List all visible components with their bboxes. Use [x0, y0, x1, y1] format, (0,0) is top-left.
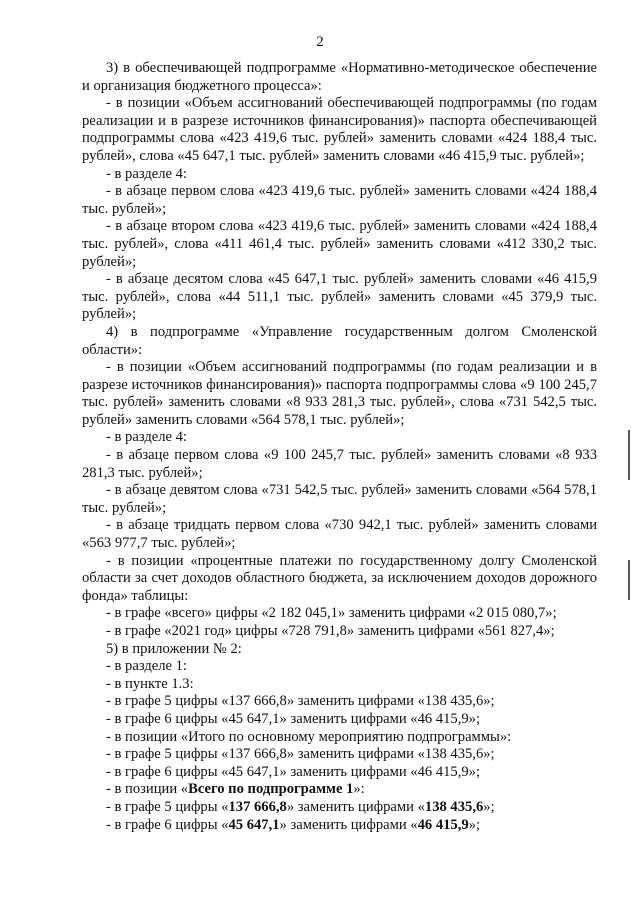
paragraph: - в позиции «процентные платежи по государственному долгу Смоленской области за счет доходов областного бюджета, за исключением доходов дорожного фонда» таблицы:	[82, 552, 597, 604]
paragraph: - в графе «всего» цифры «2 182 045,1» заменить цифрами «2 015 080,7»;	[106, 605, 557, 622]
paragraph-total-col5	[82, 799, 597, 817]
bold-text: 46 415,9	[417, 816, 469, 833]
text-segment: »:	[353, 781, 365, 798]
paragraph: - в графе 5 цифры «137 666,8» заменить цифрами «138 435,6»;	[106, 693, 495, 710]
paragraph: 3) в обеспечивающей подпрограмме «Нормативно-методическое обеспечение и организация бюджетного процесса»:	[82, 60, 597, 94]
text-segment: » заменить цифрами «	[279, 816, 418, 833]
paragraph-total-position	[82, 781, 597, 799]
paragraph: - в разделе 4:	[106, 429, 187, 446]
text-segment: - в графе 5 цифры «	[106, 798, 229, 815]
paragraph: - в позиции «Объем ассигнований подпрограммы (по годам реализации и в разрезе источников финансирования)» паспорта подпрограммы слова «9 100 245,7 тыс. рублей» заменить словами «8 933 281,3 тыс. рублей», слова «731 542,5 тыс. рублей» заменить словами «564 578,1 тыс. рублей»;	[82, 359, 597, 428]
paragraph: - в позиции «Объем ассигнований обеспечивающей подпрограммы (по годам реализации и в разрезе источников финансирования)» паспорта обеспечивающей подпрограммы слова «423 419,6 тыс. рублей» заменить словами «424 188,4 тыс. рублей», слова «45 647,1 тыс. рублей» заменить словами «46 415,9 тыс. рублей»;	[82, 95, 597, 164]
text-segment: »;	[483, 798, 495, 815]
text-segment: - в позиции «	[106, 781, 189, 798]
text-segment: - в графе 6 цифры «	[106, 816, 229, 833]
paragraph: - в графе «2021 год» цифры «728 791,8» заменить цифрами «561 827,4»;	[106, 623, 555, 639]
paragraph: - в графе 5 цифры «137 666,8» заменить цифрами «138 435,6»;	[106, 746, 495, 763]
page-number: 2	[316, 34, 324, 50]
paragraph: - в пункте 1.3:	[106, 675, 194, 692]
scan-edge-mark	[628, 560, 630, 600]
paragraph: - в позиции «Итого по основному мероприятию подпрограммы»:	[106, 728, 512, 745]
paragraph: - в разделе 1:	[106, 658, 187, 675]
document-body	[82, 60, 597, 834]
bold-text: 45 647,1	[228, 816, 280, 833]
paragraph: 4) в подпрограмме «Управление государственным долгом Смоленской области»:	[82, 323, 597, 358]
text-segment: »;	[468, 816, 481, 833]
paragraph: - в абзаце втором слова «423 419,6 тыс. рублей» заменить словами «424 188,4 тыс. рублей», слова «411 461,4 тыс. рублей» заменить словами «412 330,2 тыс. рублей»;	[82, 218, 597, 270]
paragraph: - в абзаце девятом слова «731 542,5 тыс. рублей» заменить словами «564 578,1 тыс. рублей»;	[82, 482, 597, 516]
paragraph: - в абзаце тридцать первом слова «730 942,1 тыс. рублей» заменить словами «563 977,7 тыс. рублей»;	[82, 517, 597, 552]
bold-text: Всего по подпрограмме 1	[188, 781, 354, 798]
paragraph: - в абзаце первом слова «9 100 245,7 тыс. рублей» заменить словами «8 933 281,3 тыс. рублей»;	[82, 447, 597, 481]
bold-text: 138 435,6	[424, 798, 484, 815]
paragraph: - в разделе 4:	[106, 165, 187, 182]
paragraph: - в абзаце десятом слова «45 647,1 тыс. рублей» заменить словами «46 415,9 тыс. рублей», слова «44 511,1 тыс. рублей» заменить словами «45 379,9 тыс. рублей»;	[82, 271, 597, 323]
paragraph: - в графе 6 цифры «45 647,1» заменить цифрами «46 415,9»;	[106, 763, 481, 780]
scan-edge-mark	[628, 430, 630, 480]
paragraph: - в абзаце первом слова «423 419,6 тыс. рублей» заменить словами «424 188,4 тыс. рублей»;	[82, 183, 597, 217]
paragraph: - в графе 6 цифры «45 647,1» заменить цифрами «46 415,9»;	[106, 710, 481, 727]
bold-text: 137 666,8	[228, 798, 287, 815]
paragraph-total-col6	[82, 817, 597, 835]
text-segment: » заменить цифрами «	[286, 798, 425, 815]
paragraph: 5) в приложении № 2:	[106, 640, 242, 657]
